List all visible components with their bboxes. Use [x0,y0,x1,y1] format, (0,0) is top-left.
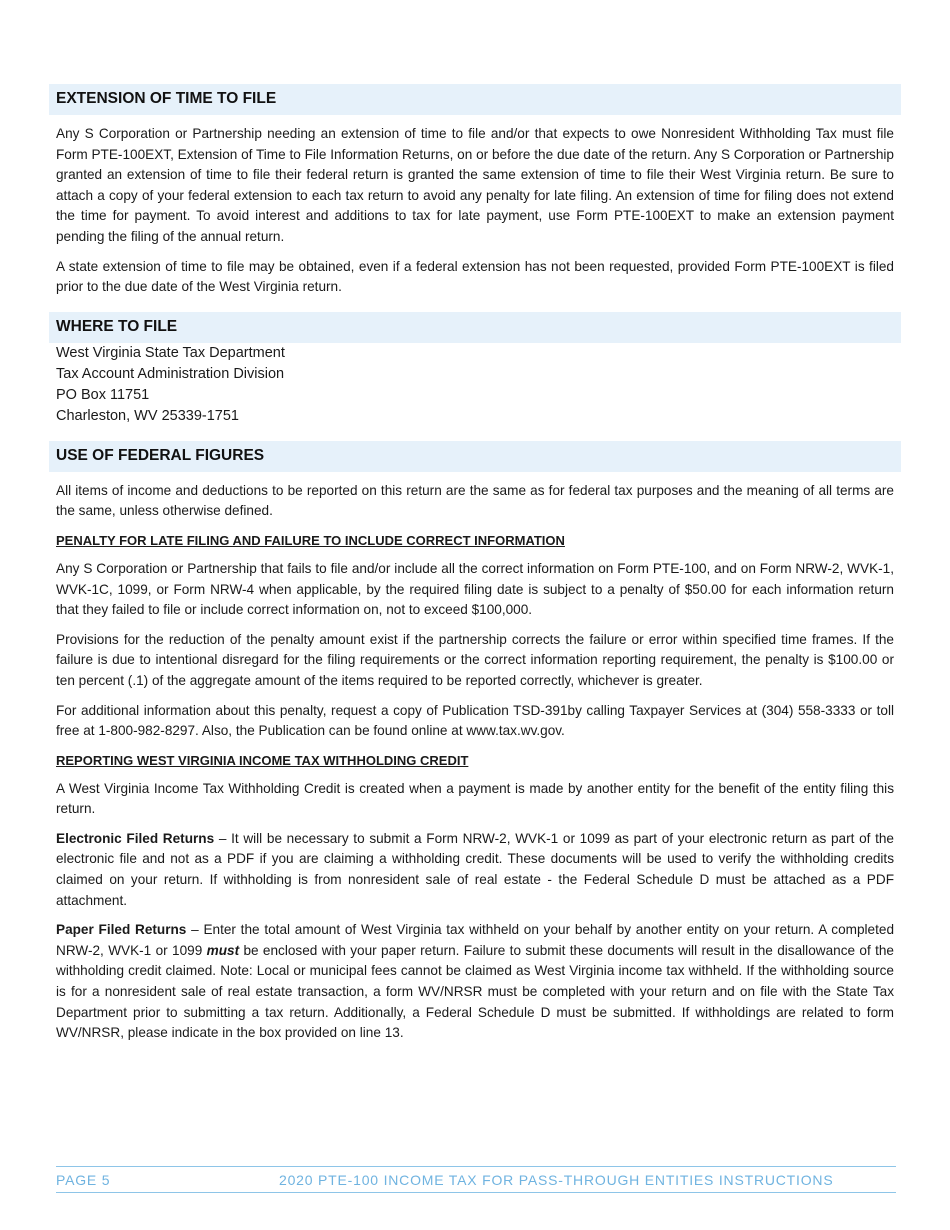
electronic-filed-paragraph [56,829,894,911]
penalty-paragraph-3: For additional information about this penalty, request a copy of Publication TSD-391by calling Taxpayer Services at (304) 558-3333 or toll free at 1-800-982-8297. Also, the Publication can be found online at www.tax.wv.gov. [56,702,894,739]
penalty-paragraph-1: Any S Corporation or Partnership that fails to file and/or include all the correct information on Form PTE-100, and on Form NRW-2, WVK-1, WVK-1C, 1099, or Form NRW-4 when applicable, by the required filing date is subject to a penalty of $50.00 for each information return that they failed to file or include correct information on, not to exceed $100,000. [56,560,894,618]
withholding-paragraph: A West Virginia Income Tax Withholding Credit is created when a payment is made by another entity for the benefit of the entity filing this return. [56,780,894,817]
penalty-subheading: PENALTY FOR LATE FILING AND FAILURE TO INCLUDE CORRECT INFORMATION [56,532,565,548]
penalty-paragraph-2: Provisions for the reduction of the penalty amount exist if the partnership corrects the failure or error within specified time frames. If the failure is due to intentional disregard for the filing requirements or the correct information reporting requirement, the penalty is $100.00 or ten percent (.1) of the aggregate amount of the items required to be reported correctly, whichever is greater. [56,631,894,688]
withholding-subheading: REPORTING WEST VIRGINIA INCOME TAX WITHHOLDING CREDIT [56,752,469,768]
paper-filed-paragraph [56,920,894,1044]
address-line-3: PO Box 11751 [56,386,150,403]
section-header-where-to-file: WHERE TO FILE [49,312,901,343]
extension-paragraph-2: A state extension of time to file may be obtained, even if a federal extension has not been requested, provided Form PTE-100EXT is filed prior to the due date of the West Virginia return. [56,258,894,295]
mailing-address [56,343,894,427]
paper-filed-must: must [206,942,240,958]
federal-figures-paragraph: All items of income and deductions to be reported on this return are the same as for federal tax purposes and the meaning of all terms are the same, unless otherwise defined. [56,482,894,519]
footer-page-number: PAGE 5 [56,1172,111,1188]
address-line-2: Tax Account Administration Division [56,365,285,382]
section-header-federal-figures: USE OF FEDERAL FIGURES [49,441,901,472]
footer-document-title: 2020 PTE-100 INCOME TAX FOR PASS-THROUGH ENTITIES INSTRUCTIONS [279,1172,834,1188]
section-header-extension: EXTENSION OF TIME TO FILE [49,84,901,115]
page-footer [56,1166,896,1193]
paper-filed-label: Paper Filed Returns [56,922,187,938]
address-line-1: West Virginia State Tax Department [56,344,285,361]
address-line-4: Charleston, WV 25339-1751 [56,407,239,424]
extension-paragraph-1: Any S Corporation or Partnership needing an extension of time to file and/or that expects to owe Nonresident Withholding Tax must file Form PTE-100EXT, Extension of Time to File Information Returns, on or before the due date of the return. Any S Corporation or Partnership granted an extension of time to file their federal return is granted the same extension of time to file their West Virginia return. Be sure to attach a copy of your federal extension to each tax return to avoid any penalty for late filing. An extension of time for filing does not extend the time for payment. To avoid interest and additions to tax for late payment, use Form PTE-100EXT to make an extension payment pending the filing of the annual return. [56,126,894,244]
electronic-filed-text: – It will be necessary to submit a Form NRW-2, WVK-1 or 1099 as part of your electronic return as part of the electronic file and not as a PDF if you are claiming a withholding credit. These documents will be used to verify the withholding credits claimed on your return. If withholding is from nonresident sale of real estate - the Federal Schedule D must be attached as a PDF attachment. [56,830,894,908]
paper-filed-text-b: be enclosed with your paper return. Failure to submit these documents will result in the disallowance of the withholding credit claimed. Note: Local or municipal fees cannot be claimed as West Virginia income tax withheld. If the withholding source is for a nonresident sale of real estate transaction, a form WV/NRSR must be completed with your return and on file with the State Tax Department prior to submitting a tax return. Additionally, a Federal Schedule D must be submitted. If withholdings are related to form WV/NRSR, please indicate in the box provided on line 13. [56,942,894,1041]
paper-filed-text-a: – Enter the total amount of West Virginia tax withheld on your behalf by another entity on your return. A completed NRW-2, WVK-1 or 1099 [56,922,895,958]
document-page [49,84,901,1044]
electronic-filed-label: Electronic Filed Returns [56,830,215,846]
